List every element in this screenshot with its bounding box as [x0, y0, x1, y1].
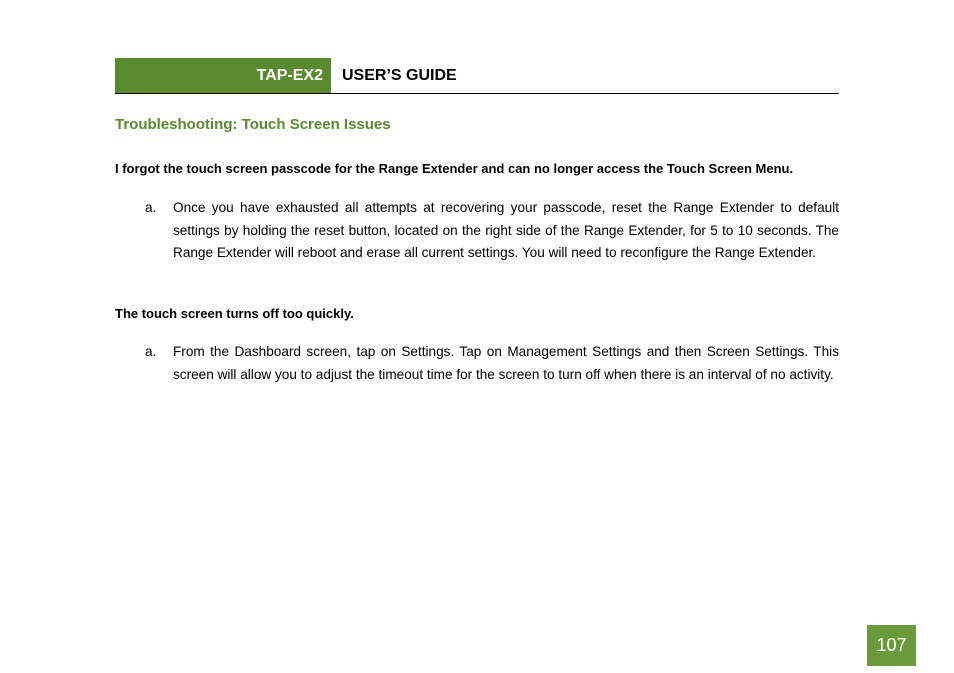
guide-title: USER’S GUIDE	[342, 67, 457, 84]
section-title: Troubleshooting: Touch Screen Issues	[115, 116, 391, 133]
faq-answer-2	[145, 341, 839, 386]
page-number: 107	[867, 625, 916, 666]
faq-answer-text: From the Dashboard screen, tap on Settings. Tap on Management Settings and then Screen Settings. This screen will allow you to adjust the timeout time for the screen to turn off when there is an interval of no activity.	[173, 344, 839, 382]
page-header	[115, 58, 839, 94]
list-marker: a.	[145, 200, 157, 215]
product-model-label: TAP-EX2	[115, 58, 331, 93]
faq-question-1: I forgot the touch screen passcode for the Range Extender and can no longer access the Touch Screen Menu.	[115, 161, 794, 176]
list-marker: a.	[145, 344, 157, 359]
faq-answer-1	[145, 197, 839, 265]
faq-question-2: The touch screen turns off too quickly.	[115, 306, 354, 321]
faq-answer-text: Once you have exhausted all attempts at recovering your passcode, reset the Range Extender to default settings by holding the reset button, located on the right side of the Range Extender, for 5 to 10 seconds. The Range Extender will reboot and erase all current settings. You will need to reconfigure the Range Extender.	[173, 200, 839, 260]
